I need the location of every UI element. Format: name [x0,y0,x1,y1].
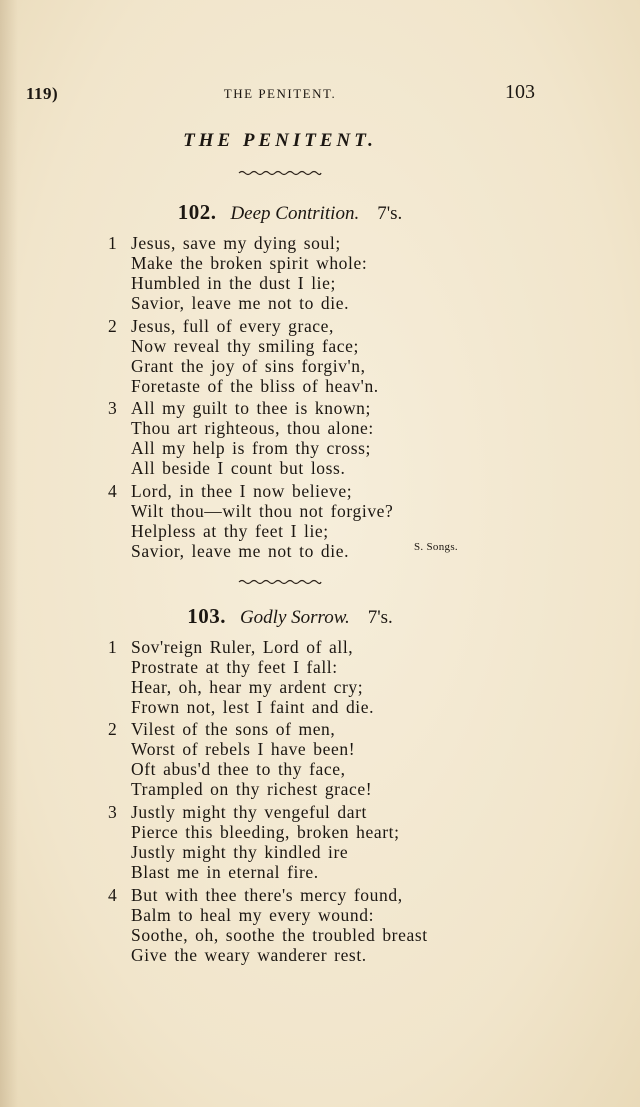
verse-line: Make the broken spirit whole: [131,253,368,273]
ornamental-rule [0,169,560,177]
verse-line: Justly might thy vengeful dart [131,802,367,822]
verse-line: Prostrate at thy feet I fall: [131,657,338,677]
verse-line: Humbled in the dust I lie; [131,273,336,293]
verse-line: Justly might thy kindled ire [131,842,349,862]
verse-line: Trampled on thy richest grace! [131,779,373,799]
hymn-102-heading [0,200,580,225]
stanza-number: 3 [108,802,117,822]
verse-line: All my guilt to thee is known; [131,398,371,418]
verse-line: Savior, leave me not to die. [131,541,350,561]
verse-line: Hear, oh, hear my ardent cry; [131,677,364,697]
page-edge-shadow [0,0,18,1107]
verse-line: But with thee there's mercy found, [131,885,403,905]
page-number: 103 [505,81,535,103]
hymn-title: Deep Contrition. [230,203,360,224]
hymn-attribution: S. Songs. [414,541,458,553]
verse-line: Soothe, oh, soothe the troubled breast [131,925,428,945]
verse-line: Lord, in thee I now believe; [131,481,353,501]
verse-line: Pierce this bleeding, broken heart; [131,822,400,842]
stanza-number: 2 [108,719,117,739]
stanza-number: 1 [108,233,117,253]
verse-line: Sov'reign Ruler, Lord of all, [131,637,354,657]
wavy-rule-ornament [237,578,323,586]
verse-line: Worst of rebels I have been! [131,739,356,759]
running-title: THE PENITENT. [223,86,337,101]
stanza-number: 2 [108,316,117,336]
verse-line: Thou art righteous, thou alone: [131,418,374,438]
hymn-103-heading [0,604,580,629]
verse-line: Balm to heal my every wound: [131,905,375,925]
verse-line: Blast me in eternal fire. [131,862,319,882]
verse-line: Jesus, full of every grace, [131,316,335,336]
verse-line: Oft abus'd thee to thy face, [131,759,346,779]
verse-line: All my help is from thy cross; [131,438,371,458]
section-title: THE PENITENT. [183,130,377,151]
hymn-number: 102. [177,200,217,224]
verse-line: Now reveal thy smiling face; [131,336,359,356]
verse-line: Savior, leave me not to die. [131,293,350,313]
verse-line: Vilest of the sons of men, [131,719,336,739]
running-header [0,78,640,108]
hymn-title: Godly Sorrow. [239,607,350,628]
verse-line: All beside I count but loss. [131,458,346,478]
verse-line: Give the weary wanderer rest. [131,945,367,965]
verse-line: Foretaste of the bliss of heav'n. [131,376,379,396]
hymn-meter: 7's. [367,607,393,628]
wavy-rule-ornament [237,169,323,177]
hymn-meter: 7's. [377,203,403,224]
stanza-number: 1 [108,637,117,657]
stanza-number: 3 [108,398,117,418]
verse-line: Frown not, lest I faint and die. [131,697,375,717]
verse-line: Helpless at thy feet I lie; [131,521,329,541]
verse-line: Wilt thou—wilt thou not forgive? [131,501,394,521]
hymn-number: 103. [187,604,226,628]
verse-line: Jesus, save my dying soul; [131,233,341,253]
stanza-number: 4 [108,481,117,501]
verse-line: Grant the joy of sins forgiv'n, [131,356,366,376]
header-left-fragment: 119) [26,84,59,103]
ornamental-rule [0,578,560,586]
stanza-number: 4 [108,885,117,905]
